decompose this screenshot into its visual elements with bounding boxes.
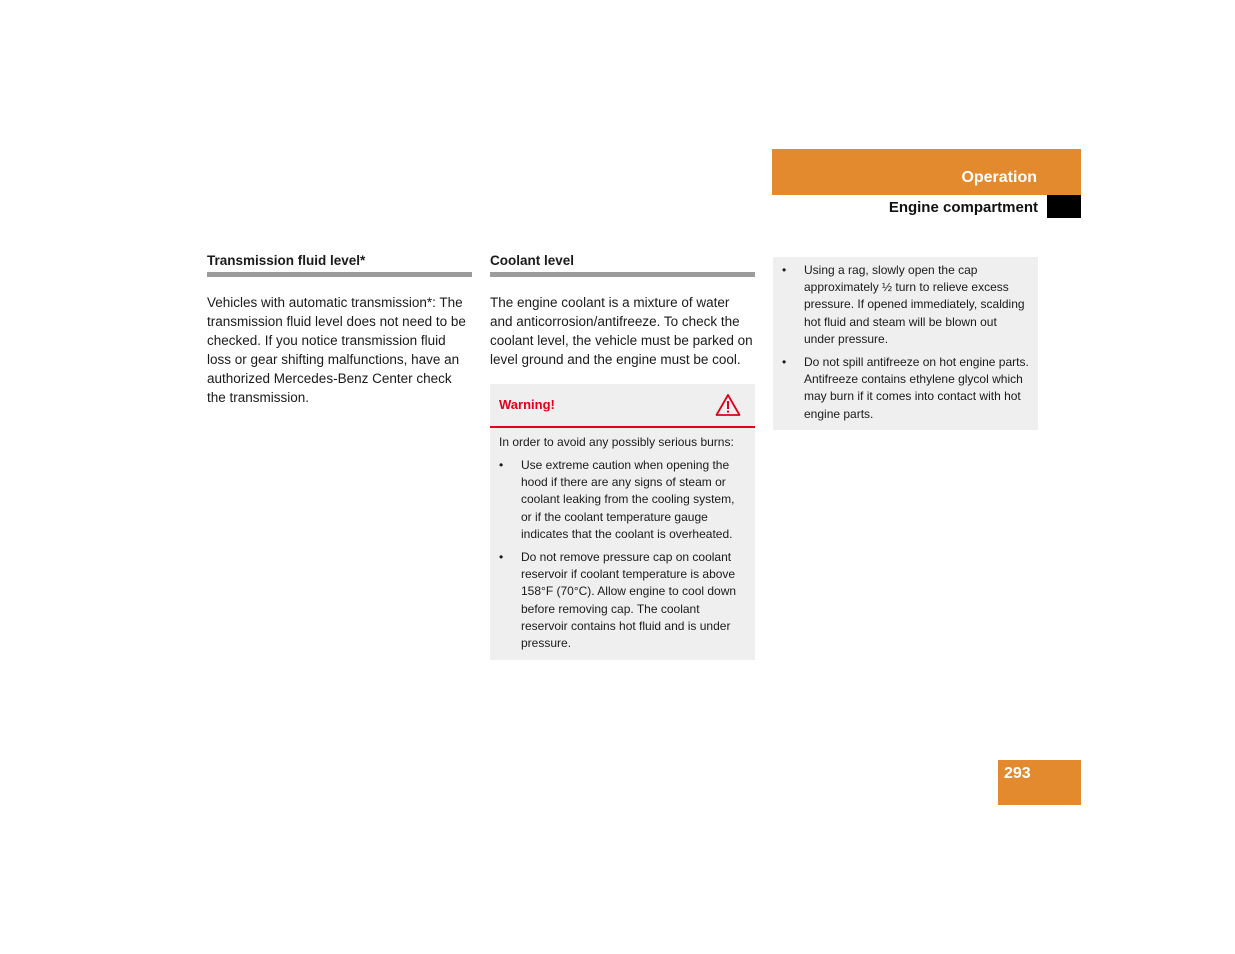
bullet-icon: • (499, 458, 504, 472)
list-item (499, 457, 747, 543)
transmission-section (207, 252, 472, 407)
coolant-heading: Coolant level (490, 252, 755, 277)
coolant-section (490, 252, 755, 660)
list-item-text: Do not remove pressure cap on coolant reservoir if coolant temperature is above 158°F (70°C). Allow engine to cool down before removing cap. The coolant reservoir contains hot fluid and is under pressure. (521, 550, 737, 651)
warning-intro: In order to avoid any possibly serious burns: (499, 435, 734, 449)
warning-box (490, 384, 755, 660)
transmission-body: Vehicles with automatic transmission*: The transmission fluid level does not need to be checked. If you notice transmission fluid loss or gear shifting malfunctions, have an authorized Mercedes-Benz Center check the transmission. (207, 295, 466, 405)
continued-warning-list (773, 262, 1038, 423)
subsection-title: Engine compartment (888, 199, 1038, 216)
section-title: Operation (961, 169, 1037, 186)
warning-title: Warning! (499, 397, 555, 412)
bullet-icon: • (499, 550, 504, 565)
continued-warning-box (773, 257, 1038, 430)
thumb-tab-marker (1047, 195, 1081, 218)
section-header-bar (772, 149, 1081, 195)
bullet-icon: • (782, 263, 787, 277)
page-number-box (998, 760, 1081, 805)
list-item-text: Using a rag, slowly open the cap approximately ½ turn to relieve excess pressure. If opened immediately, scalding hot fluid and steam will be blown out under pressure. (804, 263, 1025, 346)
list-item-text: Do not spill antifreeze on hot engine parts. Antifreeze contains ethylene glycol which may burn if it comes into contact with hot engine parts. (804, 355, 1029, 421)
coolant-body: The engine coolant is a mixture of water and anticorrosion/antifreeze. To check the coolant level, the vehicle must be parked on level ground and the engine must be cool. (490, 295, 753, 367)
list-item-text: Use extreme caution when opening the hood if there are any signs of steam or coolant leaking from the cooling system, or if the coolant temperature gauge indicates that the coolant is overheated. (521, 458, 735, 541)
warning-triangle-icon (715, 393, 741, 417)
warning-list (490, 457, 755, 652)
list-item (782, 354, 1030, 423)
list-item (782, 262, 1030, 348)
bullet-icon: • (782, 355, 787, 370)
transmission-heading: Transmission fluid level* (207, 252, 472, 277)
page-number: 293 (1004, 765, 1031, 782)
warning-header (490, 384, 755, 428)
list-item (499, 549, 747, 652)
